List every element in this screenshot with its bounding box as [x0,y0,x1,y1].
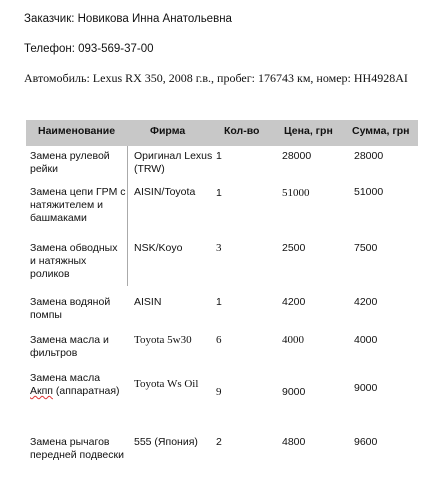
column-header-qty: Кол-во [224,125,260,137]
cell-price: 4200 [282,296,306,308]
car-line: Автомобиль: Lexus RX 350, 2008 г.в., пробег: 176743 км, номер: НН4928АI [24,71,408,85]
table-row [26,296,418,334]
cell-name [30,372,140,398]
cell-name-line2-rest: (аппаратная) [52,385,120,397]
column-header-firm: Фирма [150,125,186,137]
cell-qty: 9 [216,386,222,398]
cell-sum: 4000 [354,334,378,346]
cell-sum: 7500 [354,242,378,254]
cell-qty: 6 [216,334,222,346]
table-row [26,436,418,484]
cell-name-line1: Замена масла [30,372,101,384]
cell-firm: 555 (Япония) [134,436,198,448]
cell-name: Замена рулевой рейки [30,150,110,175]
column-divider [127,182,128,238]
cell-firm: Оригинал Lexus (TRW) [134,150,213,175]
cell-qty: 1 [216,187,222,199]
cell-price: 9000 [282,386,306,398]
table-row [26,238,418,296]
table-header [26,120,418,146]
cell-qty: 2 [216,436,222,448]
column-header-price: Цена, грн [284,125,333,137]
table-row [26,372,418,436]
cell-firm: Toyota Ws Oil [134,378,199,390]
table-row [26,182,418,238]
cell-qty: 1 [216,150,222,162]
cell-sum: 51000 [354,186,384,198]
column-header-name: Наименование [38,125,116,137]
cell-name: Замена цепи ГРМ с натяжителем и башмаками [30,186,126,224]
cell-price: 4000 [282,334,304,346]
cell-firm: Toyota 5w30 [134,334,192,346]
cell-name-line2 [30,385,140,398]
cell-sum: 4200 [354,296,378,308]
cell-qty: 1 [216,296,222,308]
table-row [26,146,418,182]
cell-price: 2500 [282,242,306,254]
column-header-sum: Сумма, грн [352,125,410,137]
cell-firm: AISIN/Toyota [134,186,196,198]
cell-price: 51000 [282,187,310,199]
cell-qty: 3 [216,242,222,254]
cell-price: 4800 [282,436,306,448]
services-table [26,120,418,484]
table-row [26,334,418,372]
cell-firm: AISIN [134,296,162,308]
cell-sum: 9000 [354,382,378,394]
column-divider [127,146,128,182]
customer-line: Заказчик: Новикова Инна Анатольевна [24,13,232,25]
cell-price: 28000 [282,150,312,162]
cell-name: Замена масла и фильтров [30,334,109,359]
cell-sum: 28000 [354,150,384,162]
phone-line: Телефон: 093-569-37-00 [24,43,154,55]
cell-name: Замена обводных и натяжных роликов [30,242,118,280]
cell-name: Замена водяной помпы [30,296,111,321]
spellcheck-word: Акпп [30,385,53,397]
column-divider [127,238,128,286]
cell-firm: NSK/Koyo [134,242,183,254]
cell-sum: 9600 [354,436,378,448]
cell-name: Замена рычагов передней подвески [30,436,124,461]
